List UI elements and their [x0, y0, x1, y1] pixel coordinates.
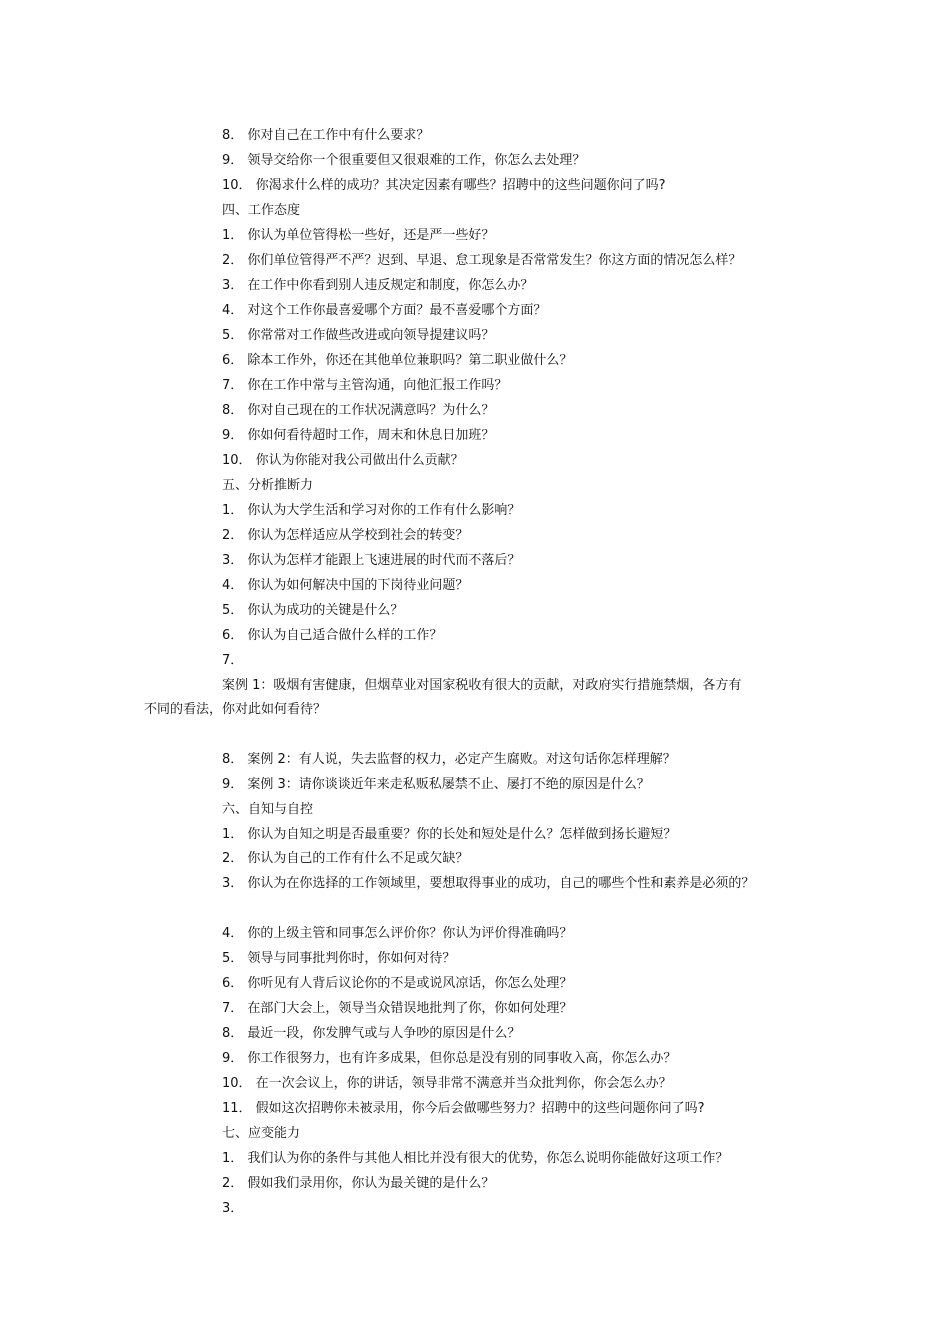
question-line: 11． 假如这次招聘你未被录用，你今后会做哪些努力？招聘中的这些问题你问了吗? — [222, 1101, 705, 1116]
question-line: 10． 在一次会议上，你的讲话，领导非常不满意并当众批判你，你会怎么办？ — [222, 1076, 672, 1091]
question-line: 1． 我们认为你的条件与其他人相比并没有很大的优势，你怎么说明你能做好这项工作？ — [222, 1151, 729, 1166]
question-line: 3． 你认为在你选择的工作领域里，要想取得事业的成功，自己的哪些个性和素养是必须的？ — [222, 876, 755, 891]
question-line: 3． 在工作中你看到别人违反规定和制度，你怎么办？ — [222, 278, 534, 293]
question-line: 7． 你在工作中常与主管沟通，向他汇报工作吗？ — [222, 378, 508, 393]
section-heading: 七、应变能力 — [222, 1126, 301, 1141]
question-line: 5． 你认为成功的关键是什么？ — [222, 603, 404, 618]
question-line: 3． — [222, 1201, 244, 1216]
section-heading: 五、分析推断力 — [222, 478, 314, 493]
question-line: 8． 你对自己现在的工作状况满意吗？为什么？ — [222, 403, 495, 418]
question-line: 1． 你认为单位管得松一些好，还是严一些好？ — [222, 228, 495, 243]
question-line: 10． 你认为你能对我公司做出什么贡献？ — [222, 453, 464, 468]
question-line: 8． 你对自己在工作中有什么要求？ — [222, 128, 430, 143]
question-line: 7． 在部门大会上，领导当众错误地批判了你，你如何处理？ — [222, 1001, 573, 1016]
question-line: 4． 你的上级主管和同事怎么评价你？你认为评价得准确吗？ — [222, 926, 573, 941]
question-line: 1． 你认为自知之明是否最重要？你的长处和短处是什么？怎样做到扬长避短？ — [222, 827, 677, 842]
section-heading: 四、工作态度 — [222, 203, 301, 218]
question-line: 6． 你认为自己适合做什么样的工作？ — [222, 628, 443, 643]
question-line: 5． 你常常对工作做些改进或向领导提建议吗？ — [222, 328, 495, 343]
question-line: 8． 案例 2：有人说，失去监督的权力，必定产生腐败。对这句话你怎样理解？ — [222, 752, 676, 767]
question-line: 4． 对这个工作你最喜爱哪个方面？最不喜爱哪个方面？ — [222, 303, 547, 318]
question-line: 2． 你们单位管得严不严？迟到、早退、怠工现象是否常常发生？你这方面的情况怎么样？ — [222, 253, 742, 268]
question-line: 6． 你听见有人背后议论你的不是或说风凉话，你怎么处理？ — [222, 976, 573, 991]
section-heading: 六、自知与自控 — [222, 802, 314, 817]
question-line: 6． 除本工作外，你还在其他单位兼职吗？第二职业做什么？ — [222, 353, 573, 368]
question-line: 9． 你如何看待超时工作，周末和休息日加班？ — [222, 428, 495, 443]
question-line: 9． 案例 3：请你谈谈近年来走私贩私屡禁不止、屡打不绝的原因是什么？ — [222, 777, 650, 792]
question-line: 9． 领导交给你一个很重要但又很艰难的工作，你怎么去处理？ — [222, 153, 586, 168]
case-paragraph-continuation: 不同的看法，你对此如何看待？ — [144, 702, 327, 717]
question-line: 4． 你认为如何解决中国的下岗待业问题？ — [222, 578, 469, 593]
question-line: 5． 领导与同事批判你时，你如何对待？ — [222, 951, 456, 966]
question-line: 10． 你渴求什么样的成功？其决定因素有哪些？招聘中的这些问题你问了吗? — [222, 178, 666, 193]
question-line: 1． 你认为大学生活和学习对你的工作有什么影响？ — [222, 503, 521, 518]
question-line: 7． — [222, 653, 244, 668]
question-line: 2． 假如我们录用你，你认为最关键的是什么？ — [222, 1176, 495, 1191]
question-line: 3． 你认为怎样才能跟上飞速进展的时代而不落后？ — [222, 553, 521, 568]
question-line: 2． 你认为自己的工作有什么不足或欠缺？ — [222, 851, 469, 866]
question-line: 8． 最近一段，你发脾气或与人争吵的原因是什么？ — [222, 1026, 521, 1041]
question-line: 9． 你工作很努力，也有许多成果，但你总是没有别的同事收入高，你怎么办？ — [222, 1051, 677, 1066]
question-line: 2． 你认为怎样适应从学校到社会的转变？ — [222, 528, 469, 543]
case-paragraph: 案例 1：吸烟有害健康，但烟草业对国家税收有很大的贡献，对政府实行措施禁烟，各方有 — [222, 678, 742, 693]
